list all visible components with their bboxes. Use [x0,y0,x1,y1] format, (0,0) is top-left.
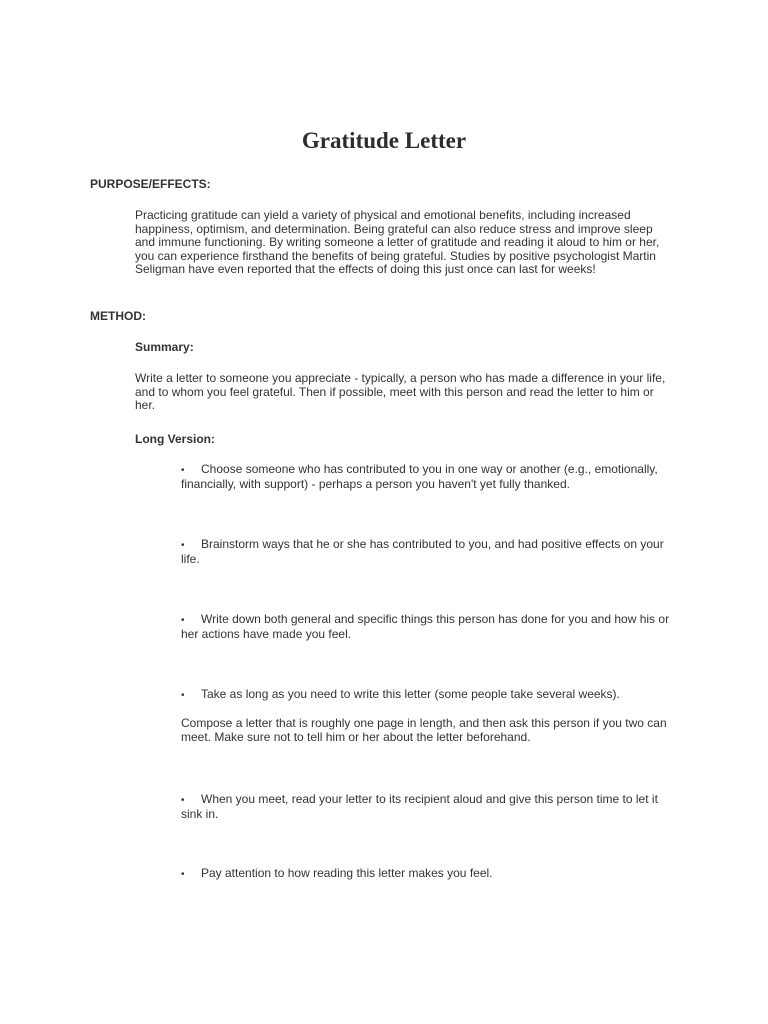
list-item-text: Take as long as you need to write this letter (some people take several weeks). [201,687,620,701]
purpose-heading: PURPOSE/EFFECTS: [90,177,211,191]
list-item-text: Pay attention to how reading this letter makes you feel. [201,866,493,880]
page-title: Gratitude Letter [301,128,467,153]
list-item-text: When you meet, read your letter to its recipient aloud and give this person time to let it sink in. [181,792,658,821]
list-item [181,463,681,491]
bullet-icon: • [181,869,185,880]
list-item [181,867,681,882]
purpose-paragraph: Practicing gratitude can yield a variety of physical and emotional benefits, including increased happiness, optimism, and determination. Being grateful can also reduce stress and improve sleep and immune functioning. By writing someone a letter of gratitude and reading it aloud to him or her, you can experience firsthand the benefits of being grateful. Studies by positive psychologist Martin Seligman have even reported that the effects of doing this just once can last for weeks! [135,208,660,277]
summary-paragraph: Write a letter to someone you appreciate - typically, a person who has made a difference in your life, and to whom you feel grateful. Then if possible, meet with this person and read the letter to him or her. [135,371,666,413]
method-heading: METHOD: [90,309,146,323]
list-item-text: Write down both general and specific things this person has done for you and how his or her actions have made you feel. [181,612,670,641]
list-item-text: Brainstorm ways that he or she has contributed to you, and had positive effects on your life. [181,537,664,566]
list-item-text: Choose someone who has contributed to you in one way or another (e.g., emotionally, financially, with support) - perhaps a person you haven't yet fully thanked. [181,462,658,491]
list-item [181,793,681,821]
bullet-icon: • [181,615,185,626]
list-item [181,613,681,641]
compose-paragraph: Compose a letter that is roughly one page in length, and then ask this person if you two can meet. Make sure not to tell him or her about the letter beforehand. [181,716,667,744]
bullet-icon: • [181,690,185,701]
list-item [181,538,681,566]
long-version-heading: Long Version: [135,432,216,446]
list-item [181,688,681,703]
summary-heading: Summary: [135,340,194,354]
bullet-icon: • [181,795,185,806]
bullet-icon: • [181,540,185,551]
bullet-icon: • [181,465,185,476]
